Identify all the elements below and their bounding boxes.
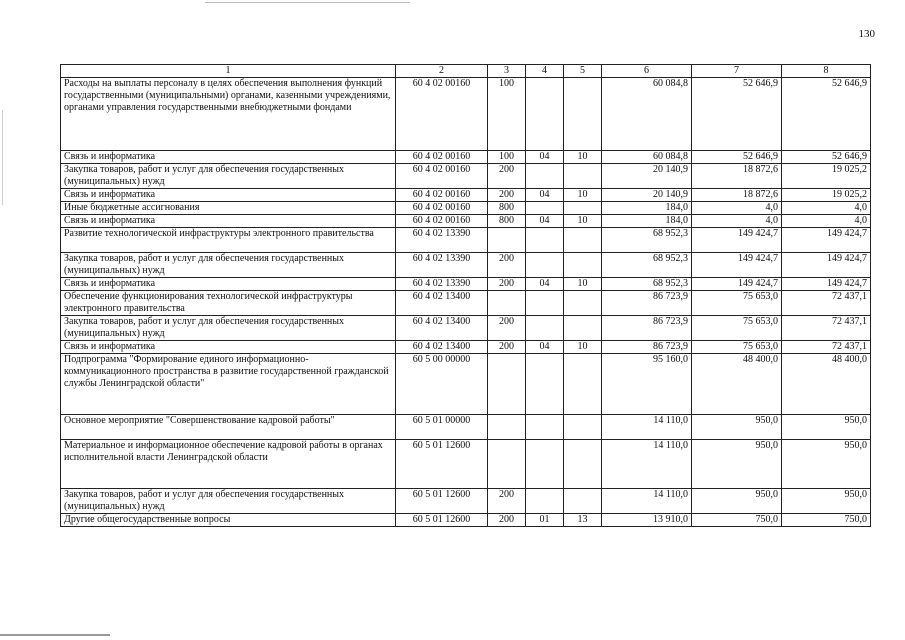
row-section-cell	[526, 78, 564, 151]
row-expense-type-cell: 200	[488, 514, 526, 527]
row-value-1-cell: 86 723,9	[602, 316, 692, 341]
row-subsection-cell	[564, 78, 602, 151]
row-name-cell: Обеспечение функционирования технологической инфраструктуры электронного правительства	[61, 291, 396, 316]
row-value-2-cell: 52 646,9	[692, 151, 782, 164]
row-subsection-cell	[564, 202, 602, 215]
row-name-cell: Связь и информатика	[61, 151, 396, 164]
row-section-cell: 04	[526, 278, 564, 291]
table-body	[61, 78, 871, 527]
row-code-cell: 60 4 02 13390	[396, 228, 488, 253]
page-number: 130	[858, 28, 875, 40]
table-row	[61, 202, 871, 215]
row-section-cell	[526, 291, 564, 316]
row-value-2-cell: 52 646,9	[692, 78, 782, 151]
budget-table	[60, 64, 871, 527]
row-value-3-cell: 19 025,2	[782, 189, 871, 202]
table-row	[61, 253, 871, 278]
row-code-cell: 60 5 01 00000	[396, 415, 488, 440]
row-section-cell	[526, 228, 564, 253]
row-value-2-cell: 750,0	[692, 514, 782, 527]
row-value-1-cell: 20 140,9	[602, 164, 692, 189]
row-value-1-cell: 184,0	[602, 202, 692, 215]
row-expense-type-cell	[488, 291, 526, 316]
row-name-cell: Расходы на выплаты персоналу в целях обеспечения выполнения функций государственными (муниципальными) органами, казенными учреждениями, органами управления государственными внебюджетными фондами	[61, 78, 396, 151]
row-value-3-cell: 4,0	[782, 202, 871, 215]
header-col-7: 7	[692, 65, 782, 78]
table-row	[61, 215, 871, 228]
row-code-cell: 60 5 01 12600	[396, 514, 488, 527]
row-expense-type-cell: 200	[488, 189, 526, 202]
header-col-5: 5	[564, 65, 602, 78]
row-code-cell: 60 4 02 13390	[396, 253, 488, 278]
row-code-cell: 60 4 02 13400	[396, 341, 488, 354]
row-value-3-cell: 950,0	[782, 489, 871, 514]
row-value-3-cell: 52 646,9	[782, 78, 871, 151]
row-subsection-cell: 10	[564, 215, 602, 228]
row-subsection-cell: 10	[564, 278, 602, 291]
scan-artifact-left	[2, 110, 3, 205]
row-name-cell: Основное мероприятие "Совершенствование кадровой работы"	[61, 415, 396, 440]
row-value-1-cell: 86 723,9	[602, 341, 692, 354]
header-col-1: 1	[61, 65, 396, 78]
row-subsection-cell	[564, 489, 602, 514]
row-value-2-cell: 18 872,6	[692, 189, 782, 202]
row-value-1-cell: 60 084,8	[602, 78, 692, 151]
row-name-cell: Закупка товаров, работ и услуг для обеспечения государственных (муниципальных) нужд	[61, 253, 396, 278]
row-code-cell: 60 5 00 00000	[396, 354, 488, 415]
table-row	[61, 164, 871, 189]
table-header-row	[61, 65, 871, 78]
row-name-cell: Связь и информатика	[61, 341, 396, 354]
table-row	[61, 415, 871, 440]
row-code-cell: 60 4 02 13390	[396, 278, 488, 291]
row-code-cell: 60 4 02 00160	[396, 151, 488, 164]
row-expense-type-cell	[488, 228, 526, 253]
row-expense-type-cell: 200	[488, 278, 526, 291]
row-value-2-cell: 149 424,7	[692, 228, 782, 253]
row-code-cell: 60 4 02 13400	[396, 316, 488, 341]
row-value-3-cell: 4,0	[782, 215, 871, 228]
row-expense-type-cell: 800	[488, 215, 526, 228]
row-value-1-cell: 60 084,8	[602, 151, 692, 164]
row-expense-type-cell: 200	[488, 316, 526, 341]
table-row	[61, 440, 871, 489]
row-value-3-cell: 72 437,1	[782, 316, 871, 341]
row-value-3-cell: 72 437,1	[782, 291, 871, 316]
table-row	[61, 291, 871, 316]
header-col-3: 3	[488, 65, 526, 78]
table-row	[61, 489, 871, 514]
header-col-2: 2	[396, 65, 488, 78]
row-value-3-cell: 950,0	[782, 415, 871, 440]
row-value-3-cell: 72 437,1	[782, 341, 871, 354]
row-value-1-cell: 13 910,0	[602, 514, 692, 527]
row-section-cell: 04	[526, 341, 564, 354]
row-value-2-cell: 950,0	[692, 415, 782, 440]
row-name-cell: Развитие технологической инфраструктуры электронного правительства	[61, 228, 396, 253]
row-code-cell: 60 4 02 00160	[396, 202, 488, 215]
row-section-cell	[526, 415, 564, 440]
row-subsection-cell: 10	[564, 189, 602, 202]
row-value-3-cell: 149 424,7	[782, 278, 871, 291]
table-row	[61, 316, 871, 341]
row-subsection-cell	[564, 316, 602, 341]
row-expense-type-cell: 200	[488, 489, 526, 514]
row-value-2-cell: 75 653,0	[692, 291, 782, 316]
row-value-1-cell: 95 160,0	[602, 354, 692, 415]
row-name-cell: Связь и информатика	[61, 215, 396, 228]
row-section-cell	[526, 489, 564, 514]
row-value-1-cell: 68 952,3	[602, 253, 692, 278]
row-section-cell	[526, 164, 564, 189]
row-value-2-cell: 48 400,0	[692, 354, 782, 415]
row-name-cell: Закупка товаров, работ и услуг для обеспечения государственных (муниципальных) нужд	[61, 164, 396, 189]
row-value-3-cell: 149 424,7	[782, 228, 871, 253]
row-value-2-cell: 75 653,0	[692, 316, 782, 341]
row-value-2-cell: 149 424,7	[692, 253, 782, 278]
row-expense-type-cell	[488, 415, 526, 440]
row-section-cell	[526, 202, 564, 215]
row-expense-type-cell	[488, 440, 526, 489]
row-section-cell	[526, 253, 564, 278]
row-expense-type-cell: 200	[488, 341, 526, 354]
row-value-2-cell: 149 424,7	[692, 278, 782, 291]
row-value-3-cell: 48 400,0	[782, 354, 871, 415]
row-name-cell: Закупка товаров, работ и услуг для обеспечения государственных (муниципальных) нужд	[61, 316, 396, 341]
row-name-cell: Другие общегосударственные вопросы	[61, 514, 396, 527]
row-expense-type-cell: 200	[488, 164, 526, 189]
row-subsection-cell	[564, 164, 602, 189]
table-row	[61, 278, 871, 291]
row-code-cell: 60 5 01 12600	[396, 440, 488, 489]
row-code-cell: 60 4 02 00160	[396, 164, 488, 189]
row-name-cell: Подпрограмма "Формирование единого информационно-коммуникационного пространства в развитие государственной гражданской службы Ленинградской области"	[61, 354, 396, 415]
row-subsection-cell: 10	[564, 341, 602, 354]
scan-artifact-bottom	[0, 634, 110, 636]
scan-artifact-top	[205, 2, 410, 3]
row-code-cell: 60 4 02 00160	[396, 189, 488, 202]
header-col-8: 8	[782, 65, 871, 78]
table-row	[61, 354, 871, 415]
row-subsection-cell: 10	[564, 151, 602, 164]
row-value-3-cell: 750,0	[782, 514, 871, 527]
row-section-cell	[526, 354, 564, 415]
row-code-cell: 60 5 01 12600	[396, 489, 488, 514]
row-value-1-cell: 86 723,9	[602, 291, 692, 316]
row-expense-type-cell: 800	[488, 202, 526, 215]
row-value-2-cell: 950,0	[692, 440, 782, 489]
row-expense-type-cell: 100	[488, 151, 526, 164]
row-expense-type-cell	[488, 354, 526, 415]
row-code-cell: 60 4 02 13400	[396, 291, 488, 316]
row-value-1-cell: 68 952,3	[602, 228, 692, 253]
row-section-cell	[526, 440, 564, 489]
row-name-cell: Закупка товаров, работ и услуг для обеспечения государственных (муниципальных) нужд	[61, 489, 396, 514]
table-row	[61, 151, 871, 164]
table-row	[61, 341, 871, 354]
table-row	[61, 514, 871, 527]
row-value-1-cell: 68 952,3	[602, 278, 692, 291]
row-subsection-cell	[564, 291, 602, 316]
row-value-1-cell: 14 110,0	[602, 415, 692, 440]
row-expense-type-cell: 100	[488, 78, 526, 151]
row-value-1-cell: 20 140,9	[602, 189, 692, 202]
row-value-1-cell: 184,0	[602, 215, 692, 228]
row-subsection-cell	[564, 354, 602, 415]
row-expense-type-cell: 200	[488, 253, 526, 278]
row-name-cell: Связь и информатика	[61, 189, 396, 202]
table-row	[61, 78, 871, 151]
row-subsection-cell	[564, 440, 602, 489]
header-col-6: 6	[602, 65, 692, 78]
row-value-2-cell: 18 872,6	[692, 164, 782, 189]
row-name-cell: Материальное и информационное обеспечение кадровой работы в органах исполнительной власти Ленинградской области	[61, 440, 396, 489]
row-subsection-cell	[564, 253, 602, 278]
row-value-1-cell: 14 110,0	[602, 440, 692, 489]
row-subsection-cell: 13	[564, 514, 602, 527]
row-name-cell: Связь и информатика	[61, 278, 396, 291]
row-value-3-cell: 19 025,2	[782, 164, 871, 189]
row-name-cell: Иные бюджетные ассигнования	[61, 202, 396, 215]
row-code-cell: 60 4 02 00160	[396, 78, 488, 151]
row-section-cell: 04	[526, 151, 564, 164]
row-section-cell	[526, 316, 564, 341]
row-value-3-cell: 950,0	[782, 440, 871, 489]
table-row	[61, 189, 871, 202]
row-value-1-cell: 14 110,0	[602, 489, 692, 514]
row-value-2-cell: 950,0	[692, 489, 782, 514]
header-col-4: 4	[526, 65, 564, 78]
row-section-cell: 01	[526, 514, 564, 527]
row-section-cell: 04	[526, 189, 564, 202]
row-value-2-cell: 4,0	[692, 202, 782, 215]
row-value-3-cell: 52 646,9	[782, 151, 871, 164]
row-subsection-cell	[564, 415, 602, 440]
row-code-cell: 60 4 02 00160	[396, 215, 488, 228]
row-value-2-cell: 4,0	[692, 215, 782, 228]
row-subsection-cell	[564, 228, 602, 253]
table-row	[61, 228, 871, 253]
row-section-cell: 04	[526, 215, 564, 228]
row-value-2-cell: 75 653,0	[692, 341, 782, 354]
row-value-3-cell: 149 424,7	[782, 253, 871, 278]
